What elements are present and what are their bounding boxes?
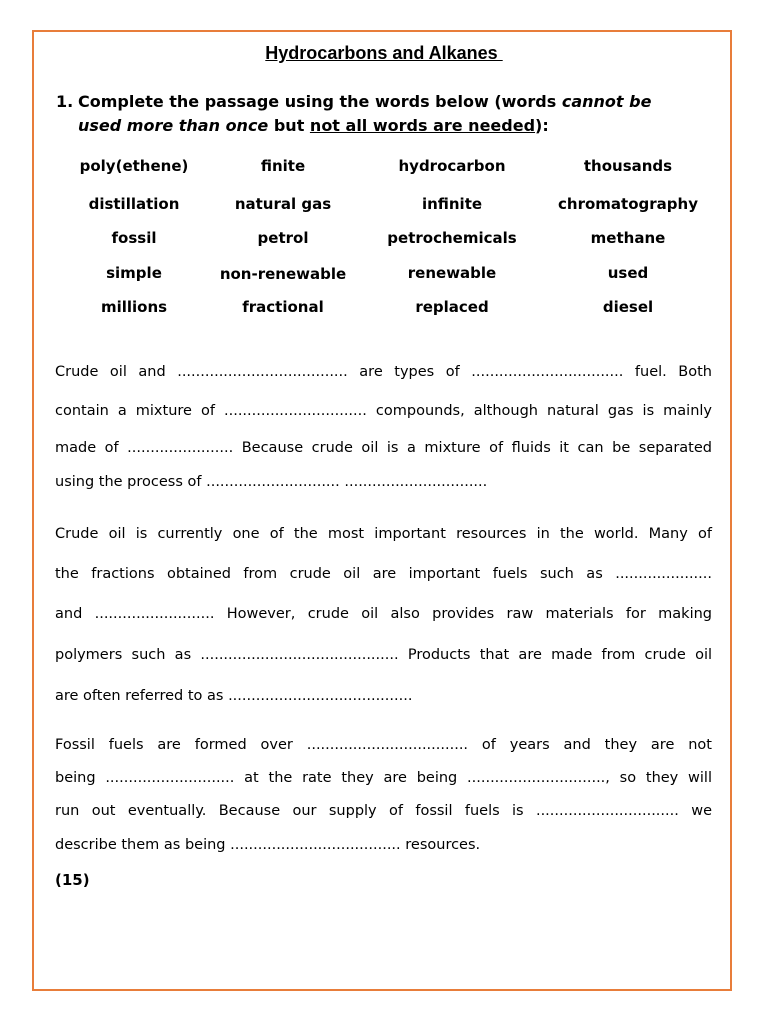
question-instructions: [78, 90, 696, 138]
word-bank-item: petrochemicals: [387, 229, 517, 247]
passage-line: being ............................ at the rate they are being .............................., so they will: [55, 770, 712, 786]
question-number: 1.: [56, 92, 74, 111]
passage-line: made of ....................... Because crude oil is a mixture of fluids it can be separated: [55, 440, 712, 456]
word-bank-item: fossil: [111, 229, 157, 247]
word-bank-item: chromatography: [558, 195, 698, 213]
word-bank-item: thousands: [583, 157, 673, 175]
passage-line: using the process of ............................. ...............................: [55, 474, 488, 490]
instruction-underlined: not all words are needed: [309, 116, 536, 135]
passage-line: describe them as being ..................................... resources.: [55, 837, 481, 853]
instruction-part-a: Complete the passage using the words below (words: [78, 92, 562, 111]
question-1: [56, 90, 696, 138]
passage-paragraph-3: [55, 737, 712, 853]
instruction-emphasis: cannot be used more than once: [78, 92, 652, 135]
word-bank-item: diesel: [602, 298, 654, 316]
instruction-part-c: but: [268, 116, 310, 135]
word-bank-item: non-renewable: [219, 265, 347, 283]
marks-total: (15): [55, 871, 90, 889]
passage-line: run out eventually. Because our supply of fossil fuels is ............................... we: [55, 803, 712, 819]
passage-line: and .......................... However, crude oil also provides raw materials for making: [55, 606, 712, 622]
word-bank-item: natural gas: [234, 195, 332, 213]
instruction-part-e: ):: [535, 116, 549, 135]
word-bank-item: petrol: [257, 229, 309, 247]
passage-line: Crude oil and ..................................... are types of ................................. fuel. Both: [55, 364, 712, 380]
passage-line: the fractions obtained from crude oil are important fuels such as .....................: [55, 566, 712, 582]
word-bank-item: distillation: [88, 195, 180, 213]
passage-line: Crude oil is currently one of the most important resources in the world. Many of: [55, 526, 712, 542]
word-bank-item: replaced: [415, 298, 489, 316]
word-bank-item: poly(ethene): [79, 157, 189, 175]
word-bank-item: used: [607, 264, 649, 282]
word-bank-item: methane: [590, 229, 666, 247]
word-bank-item: simple: [106, 264, 162, 282]
word-bank-item: renewable: [407, 264, 497, 282]
passage-paragraph-2: [55, 526, 712, 704]
word-bank-item: infinite: [421, 195, 483, 213]
word-bank-item: finite: [260, 157, 306, 175]
word-bank-item: millions: [100, 298, 168, 316]
passage-line: polymers such as ........................................... Products that are made from crude oil: [55, 647, 712, 663]
passage-line: contain a mixture of ............................... compounds, although natural gas is mainly: [55, 403, 712, 419]
worksheet-title: Hydrocarbons and Alkanes: [265, 43, 503, 63]
word-bank-item: hydrocarbon: [398, 157, 506, 175]
word-bank-item: fractional: [242, 298, 324, 316]
passage-paragraph-1: [55, 364, 712, 490]
passage-line: Fossil fuels are formed over ................................... of years and they are not: [55, 737, 712, 753]
passage-line: are often referred to as ........................................: [55, 688, 413, 704]
